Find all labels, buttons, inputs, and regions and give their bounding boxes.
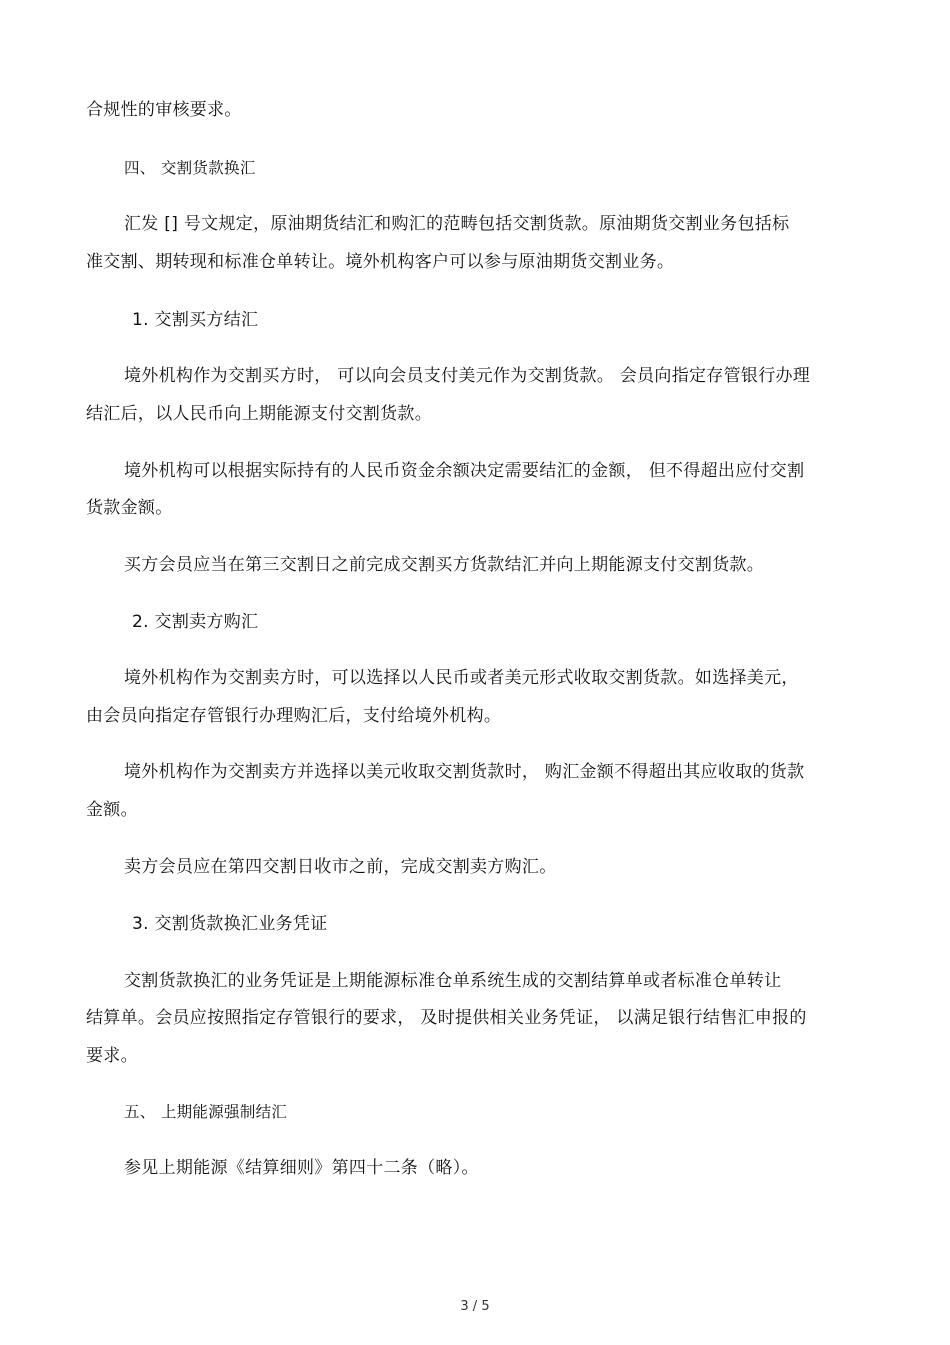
subsection-heading: 1. 交割买方结汇 [132,310,259,330]
text-line: 准交割、期转现和标准仓单转让。境外机构客户可以参与原油期货交割业务。 [86,252,675,272]
text-line: 境外机构作为交割卖方并选择以美元收取交割货款时， 购汇金额不得超出其应收取的货款 [124,762,805,782]
subsection-heading: 3. 交割货款换汇业务凭证 [132,914,328,934]
text-line: 要求。 [86,1046,138,1066]
text-line: 汇发 [] 号文规定，原油期货结汇和购汇的范畴包括交割货款。原油期货交割业务包括标 [124,214,790,234]
text-line: 结汇后，以人民币向上期能源支付交割货款。 [86,404,432,424]
text-line: 卖方会员应在第四交割日收市之前，完成交割卖方购汇。 [124,857,557,877]
subsection-heading: 2. 交割卖方购汇 [132,612,259,632]
text-line: 参见上期能源《结算细则》第四十二条（略）。 [124,1158,479,1178]
text-line: 金额。 [86,800,138,820]
text-line: 交割货款换汇的业务凭证是上期能源标准仓单系统生成的交割结算单或者标准仓单转让 [124,971,782,991]
text-line: 由会员向指定存管银行办理购汇后，支付给境外机构。 [86,706,502,726]
text-line: 合规性的审核要求。 [86,100,242,120]
text-line: 境外机构可以根据实际持有的人民币资金余额决定需要结汇的金额， 但不得超出应付交割 [124,461,805,481]
section-heading: 五、 上期能源强制结汇 [124,1103,288,1121]
section-heading: 四、 交割货款换汇 [124,159,256,177]
text-line: 买方会员应当在第三交割日之前完成交割买方货款结汇并向上期能源支付交割货款。 [124,555,765,575]
page-number: 3 / 5 [460,1299,490,1314]
text-line: 境外机构作为交割买方时， 可以向会员支付美元作为交割货款。 会员向指定存管银行办理 [124,366,811,386]
text-line: 结算单。会员应按照指定存管银行的要求， 及时提供相关业务凭证， 以满足银行结售汇申报的 [86,1008,807,1028]
text-line: 境外机构作为交割卖方时，可以选择以人民币或者美元形式收取交割货款。如选择美元， [124,668,799,688]
text-line: 货款金额。 [86,498,173,518]
